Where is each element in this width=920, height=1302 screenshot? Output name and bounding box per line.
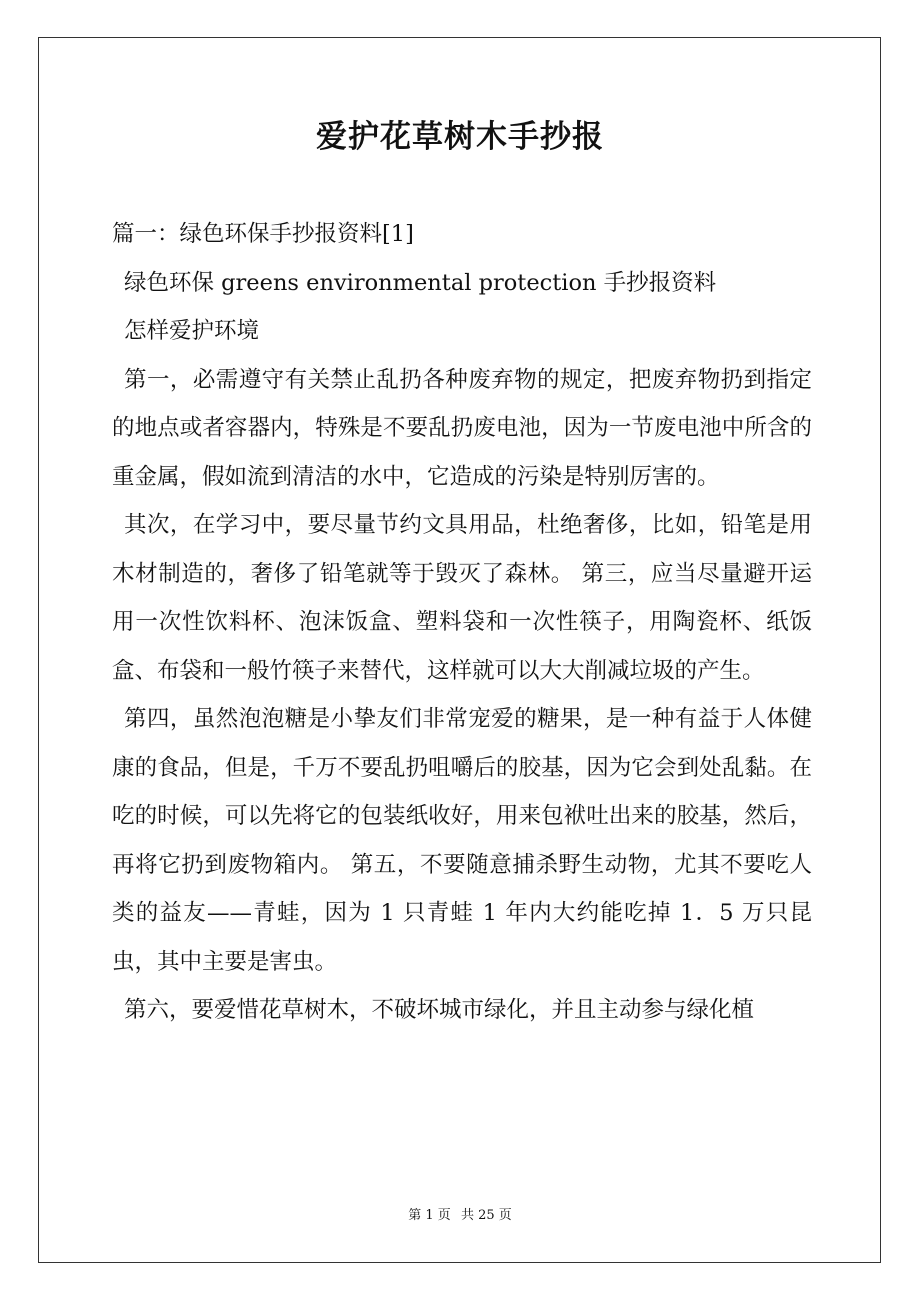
paragraph-2: 其次，在学习中，要尽量节约文具用品，杜绝奢侈，比如，铅笔是用木材制造的，奢侈了铅笔就等于毁灭了森林。 第三，应当尽量避开运用一次性饮料杯、泡沫饭盒、塑料袋和一次性筷子，用陶瓷杯、纸饭盒、布袋和一般竹筷子来替代，这样就可以大大削减垃圾的产生。 <box>112 512 812 684</box>
document-body <box>112 210 812 1035</box>
subheading: 绿色环保 greens environmental protection 手抄报资料 <box>124 269 717 296</box>
topic-heading: 怎样爱护环境 <box>124 318 260 344</box>
paragraph-3: 第四，虽然泡泡糖是小挚友们非常宠爱的糖果，是一种有益于人体健康的食品，但是，千万不要乱扔咀嚼后的胶基，因为它会到处乱黏。在吃的时候，可以先将它的包装纸收好，用来包袱吐出来的胶基，然后，再将它扔到废物箱内。 第五，不要随意捕杀野生动物，尤其不要吃人类的益友——青蛙，因为 1 只青蛙 1 年内大约能吃掉 1．5 万只昆虫，其中主要是害虫。 <box>112 706 812 975</box>
page-footer <box>0 1207 920 1225</box>
document-title: 爱护花草树木手抄报 <box>316 119 604 155</box>
section-heading: 篇一：绿色环保手抄报资料[1] <box>112 221 414 247</box>
page-number: 第 1 页 <box>408 1208 451 1223</box>
paragraph-4: 第六，要爱惜花草树木，不破坏城市绿化，并且主动参与绿化植 <box>124 997 755 1023</box>
paragraph-1: 第一，必需遵守有关禁止乱扔各种废弃物的规定，把废弃物扔到指定的地点或者容器内，特殊是不要乱扔废电池，因为一节废电池中所含的重金属，假如流到清洁的水中，它造成的污染是特别厉害的。 <box>112 366 812 490</box>
total-pages: 共 25 页 <box>460 1208 512 1223</box>
